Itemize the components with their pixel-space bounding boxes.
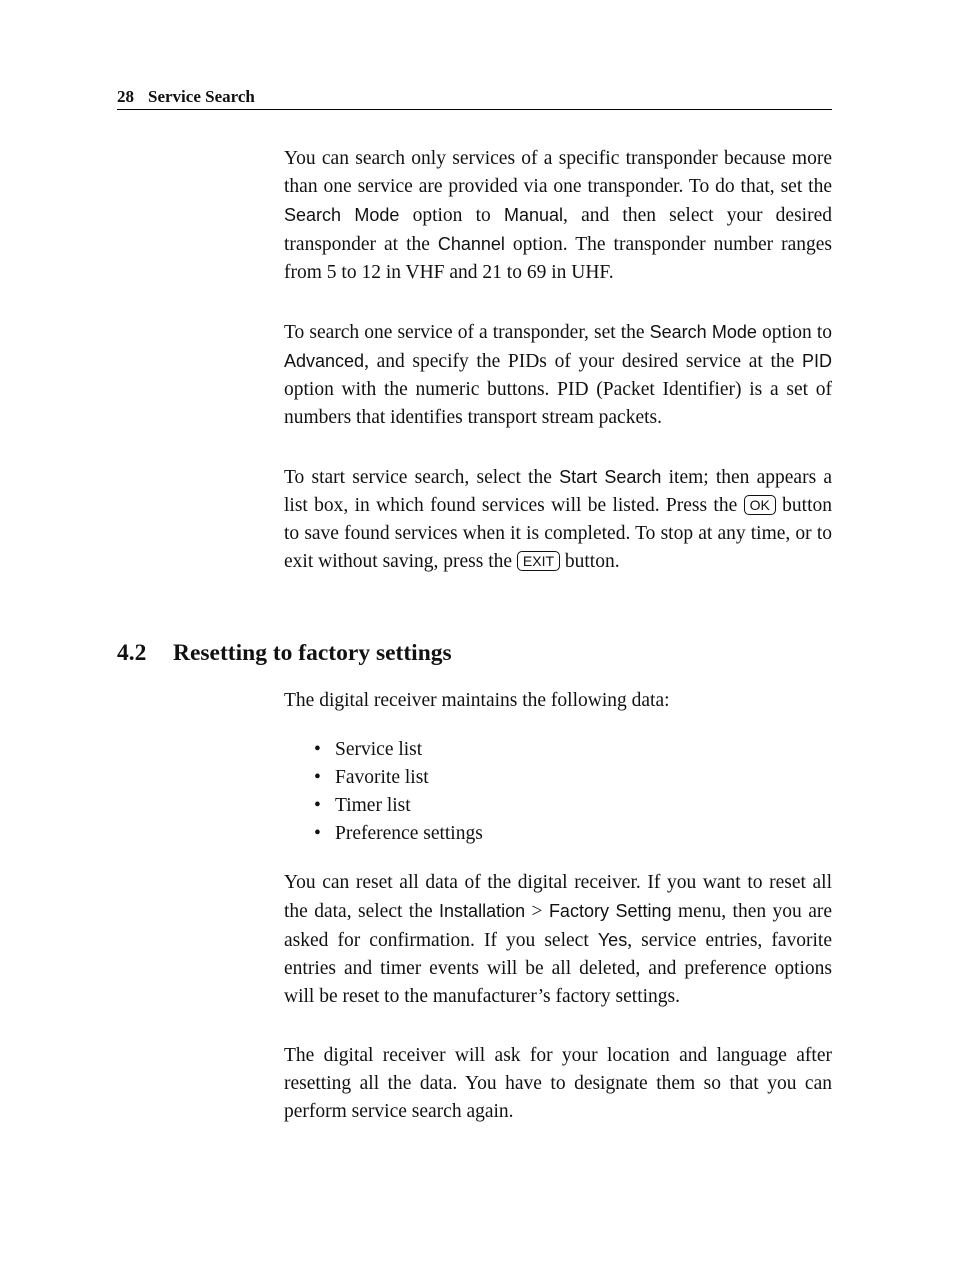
- menu-term-pid: PID: [801, 351, 832, 371]
- menu-term-factory-setting: Factory Setting: [548, 901, 672, 921]
- menu-term-search-mode: Search Mode: [284, 205, 400, 225]
- paragraph-reset-data: [284, 869, 832, 1011]
- menu-term-advanced: Advanced: [284, 351, 365, 371]
- text: , and specify the PIDs of your desired service at the: [364, 351, 802, 372]
- text: To search one service of a transponder, set the: [284, 322, 650, 343]
- running-title: Service Search: [148, 87, 255, 106]
- list-item: • Timer list: [314, 795, 411, 816]
- text: , service entries, favorite entries and timer events will be all deleted, and preference options will be reset to the manufacturer’s factory settings.: [284, 930, 833, 1007]
- running-header: [117, 86, 832, 110]
- text: You can reset all data of the digital receiver. If you want to reset all the data, select the: [284, 872, 832, 922]
- menu-term-yes: Yes: [597, 930, 628, 950]
- menu-separator: >: [525, 901, 549, 922]
- data-list: [314, 736, 483, 848]
- list-item-label: Favorite list: [335, 767, 429, 788]
- text: The digital receiver will ask for your location and language after resetting all the data. You have to designate them so that you can perform service search again.: [284, 1045, 832, 1122]
- menu-term-manual: Manual: [503, 205, 563, 225]
- list-item: • Service list: [314, 739, 423, 760]
- list-item-label: Timer list: [335, 795, 411, 816]
- section-title: Resetting to factory settings: [173, 640, 452, 666]
- page-number: 28: [117, 87, 134, 106]
- text: You can search only services of a specific transponder because more than one service are provided via one transponder. To do that, set the: [284, 148, 832, 197]
- text: option to: [756, 322, 833, 343]
- list-item: • Favorite list: [314, 767, 429, 788]
- text: The digital receiver maintains the following data:: [284, 690, 670, 711]
- ok-key-glyph: OK: [744, 495, 776, 515]
- paragraph-transponder-search: [284, 145, 832, 287]
- text: , and then select your desired transponder at the: [284, 205, 832, 255]
- text: option with the numeric buttons. PID (Packet Identifier) is a set of numbers that identifies transport stream packets.: [284, 379, 832, 428]
- text: item; then appears a list box, in which found services will be listed. Press the: [284, 467, 832, 516]
- list-item: • Preference settings: [314, 823, 483, 844]
- list-item-label: Preference settings: [335, 823, 483, 844]
- section-heading: [117, 637, 452, 669]
- paragraph-after-reset: [284, 1042, 832, 1126]
- text: button.: [560, 551, 620, 572]
- menu-term-search-mode: Search Mode: [649, 322, 757, 342]
- paragraph-data-intro: [284, 687, 832, 715]
- list-item-label: Service list: [335, 739, 423, 760]
- paragraph-start-search: [284, 463, 832, 576]
- text: option. The transponder number ranges from 5 to 12 in VHF and 21 to 69 in UHF.: [284, 234, 832, 283]
- text: button to save found services when it is completed. To stop at any time, or to exit without saving, press the: [284, 495, 832, 572]
- paragraph-pid-search: [284, 318, 832, 432]
- menu-term-installation: Installation: [439, 901, 526, 921]
- text: menu, then you are asked for confirmation. If you select: [284, 901, 833, 951]
- text: To start service search, select the: [284, 467, 560, 488]
- text: option to: [399, 205, 504, 226]
- exit-key-glyph: EXIT: [517, 551, 560, 571]
- menu-term-start-search: Start Search: [559, 467, 662, 487]
- section-number: 4.2: [117, 640, 147, 666]
- menu-term-channel: Channel: [437, 234, 505, 254]
